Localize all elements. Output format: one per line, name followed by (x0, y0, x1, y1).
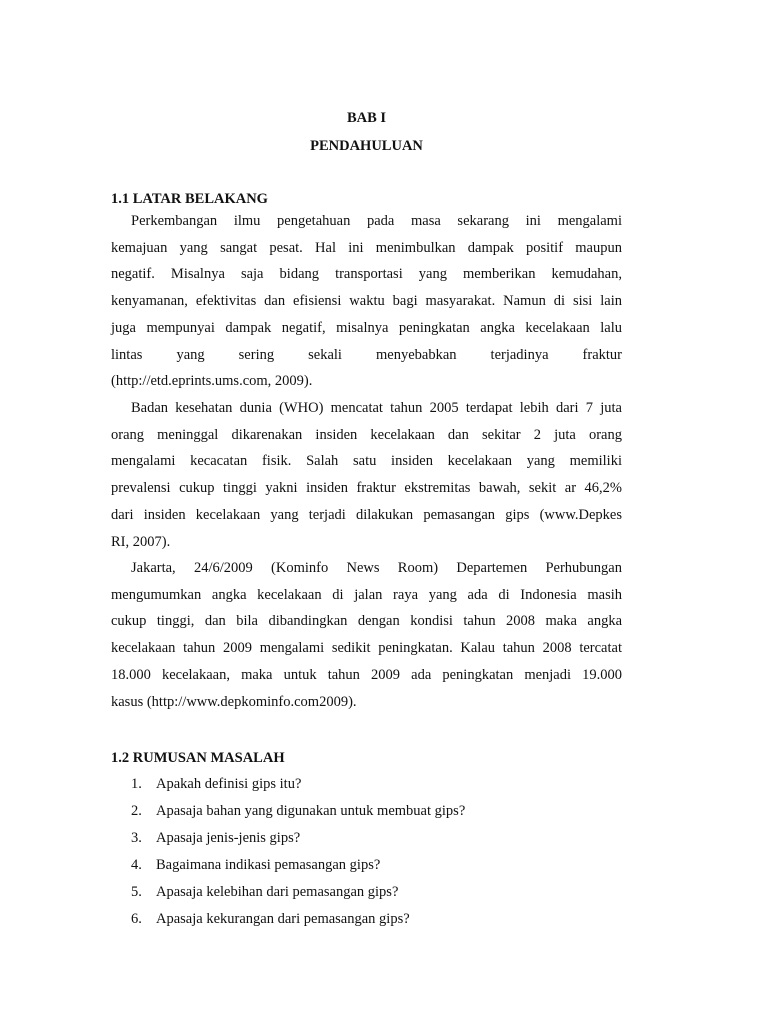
paragraph-2 (111, 395, 622, 555)
paragraph-line: kenyamanan, efektivitas dan efisiensi waktu bagi masyarakat. Namun di sisi lain (111, 293, 622, 310)
rumusan-masalah-list (131, 775, 465, 937)
paragraph-line: cukup tinggi, dan bila dibandingkan dengan kondisi tahun 2008 maka angka (111, 613, 622, 630)
section-heading-rumusan-masalah: 1.2 RUMUSAN MASALAH (111, 750, 285, 766)
paragraph-line: juga mempunyai dampak negatif, misalnya peningkatan angka kecelakaan lalu (111, 319, 622, 336)
paragraph-line: kemajuan yang sangat pesat. Hal ini menimbulkan dampak positif maupun (111, 239, 622, 256)
paragraph-1 (111, 208, 622, 395)
paragraph-line: Badan kesehatan dunia (WHO) mencatat tahun 2005 terdapat lebih dari 7 juta (131, 400, 622, 416)
section-heading-latar-belakang: 1.1 LATAR BELAKANG (111, 191, 268, 207)
paragraph-line: negatif. Misalnya saja bidang transportasi yang memberikan kemudahan, (111, 266, 622, 283)
list-item-number: 5. (131, 884, 142, 900)
list-item (131, 829, 465, 856)
list-item-number: 2. (131, 803, 142, 819)
list-item (131, 910, 465, 937)
paragraph-line: mengumumkan angka kecelakaan di jalan raya yang ada di Indonesia masih (111, 586, 622, 603)
list-item-number: 6. (131, 911, 142, 927)
paragraph-line: Perkembangan ilmu pengetahuan pada masa sekarang ini mengalami (131, 213, 622, 229)
list-item-number: 1. (131, 776, 142, 792)
list-item-number: 3. (131, 830, 142, 846)
paragraph-line: 18.000 kecelakaan, maka untuk tahun 2009 ada peningkatan menjadi 19.000 (111, 666, 622, 683)
paragraph-line: prevalensi cukup tinggi yakni insiden fraktur ekstremitas bawah, sekit ar 46,2% (111, 480, 622, 497)
list-item-text: Apasaja kelebihan dari pemasangan gips? (156, 884, 399, 900)
list-item-text: Apakah definisi gips itu? (156, 776, 302, 792)
list-item-text: Apasaja kekurangan dari pemasangan gips? (156, 911, 410, 927)
paragraph-line: Jakarta, 24/6/2009 (Kominfo News Room) Departemen Perhubungan (131, 560, 622, 576)
chapter-number: BAB I (346, 110, 387, 126)
list-item (131, 775, 465, 802)
paragraph-line: kasus (http://www.depkominfo.com2009). (111, 693, 357, 710)
paragraph-line: RI, 2007). (111, 533, 171, 550)
list-item-text: Bagaimana indikasi pemasangan gips? (156, 857, 381, 873)
paragraph-line: lintas yang sering sekali menyebabkan terjadinya fraktur (111, 346, 622, 363)
paragraph-line: orang meninggal dikarenakan insiden kecelakaan dan sekitar 2 juta orang (111, 426, 622, 443)
list-item (131, 883, 465, 910)
list-item-text: Apasaja jenis-jenis gips? (156, 830, 301, 846)
list-item (131, 856, 465, 883)
chapter-title: PENDAHULUAN (310, 138, 423, 154)
paragraph-line: dari insiden kecelakaan yang terjadi dilakukan pemasangan gips (www.Depkes (111, 506, 622, 523)
paragraph-line: mengalami kecacatan fisik. Salah satu insiden kecelakaan yang memiliki (111, 453, 622, 470)
list-item (131, 802, 465, 829)
paragraph-3 (111, 555, 622, 715)
list-item-number: 4. (131, 857, 142, 873)
paragraph-line: kecelakaan tahun 2009 mengalami sedikit peningkatan. Kalau tahun 2008 tercatat (111, 640, 622, 657)
paragraph-line: (http://etd.eprints.ums.com, 2009). (111, 373, 313, 390)
list-item-text: Apasaja bahan yang digunakan untuk membuat gips? (156, 803, 466, 819)
